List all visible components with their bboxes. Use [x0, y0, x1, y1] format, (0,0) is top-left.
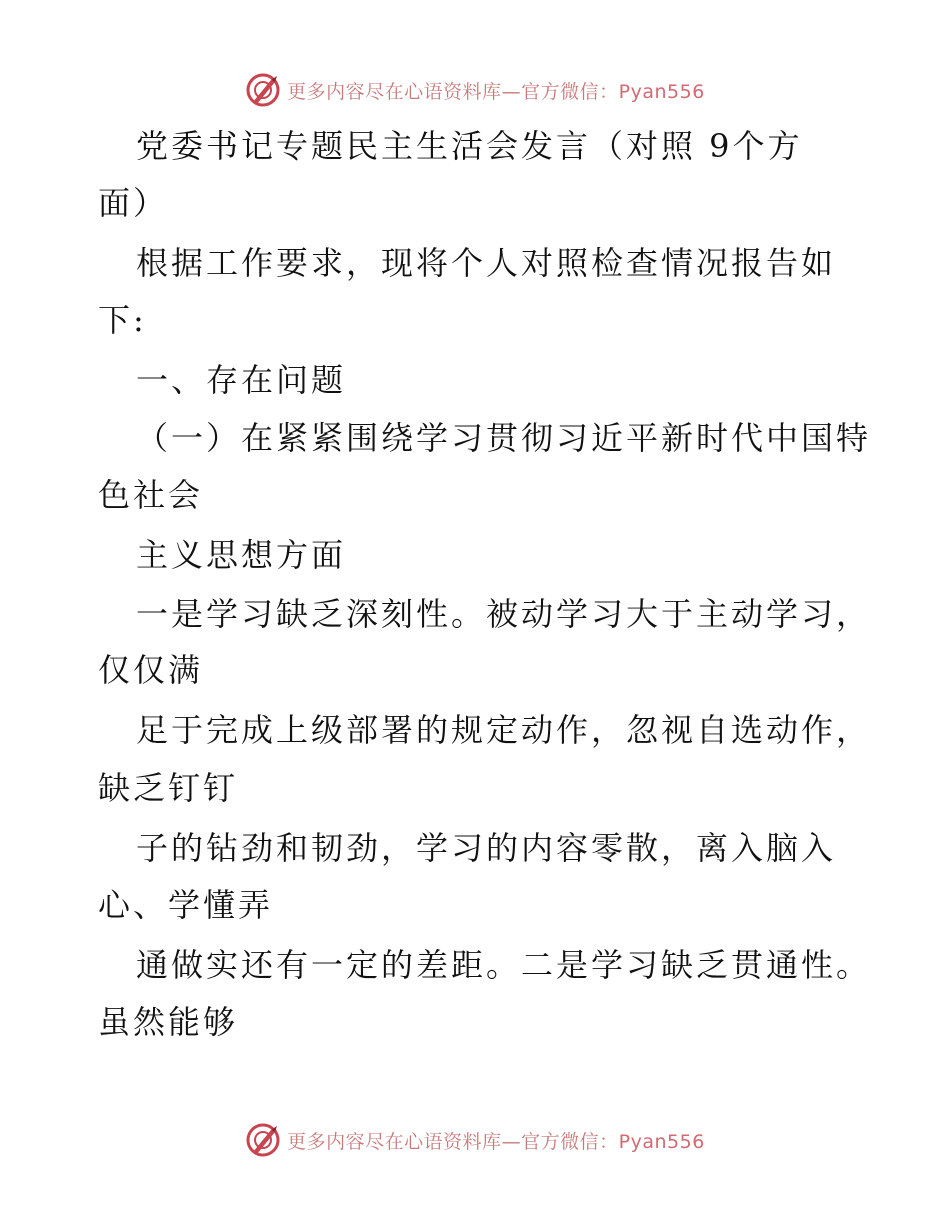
paragraph-line: 通做实还有一定的差距。二是学习缺乏贯通性。	[136, 946, 872, 984]
quill-seal-logo-icon	[245, 1122, 281, 1158]
paragraph-line: 仅仅满	[98, 651, 204, 689]
paragraph-line: 虽然能够	[98, 1003, 239, 1041]
subsection-heading-line-1: （一）在紧紧围绕学习贯彻习近平新时代中国特	[136, 419, 872, 457]
banner-text	[287, 77, 705, 104]
header-banner	[0, 72, 950, 108]
banner-label: 更多内容尽在心语资料库—官方微信：	[287, 80, 619, 103]
quill-seal-logo-icon	[245, 72, 281, 108]
paragraph-line: 子的钻劲和韧劲，学习的内容零散，离入脑入	[136, 829, 837, 867]
paragraph-line: 足于完成上级部署的规定动作，忽视自选动作，	[136, 711, 872, 749]
paragraph-line: 主义思想方面	[136, 536, 347, 574]
paragraph-line: 一是学习缺乏深刻性。被动学习大于主动学习，	[136, 595, 872, 633]
paragraph-line: 根据工作要求，现将个人对照检查情况报告如	[136, 244, 837, 282]
banner-text	[287, 1127, 705, 1154]
banner-handle: Pyan556	[618, 1130, 705, 1153]
section-heading: 一、存在问题	[136, 361, 347, 399]
banner-handle: Pyan556	[618, 80, 705, 103]
subsection-heading-line-2: 色社会	[98, 476, 204, 514]
document-title-line-1: 党委书记专题民主生活会发言（对照 9个方	[136, 127, 803, 165]
paragraph-line: 缺乏钉钉	[98, 769, 239, 807]
banner-label: 更多内容尽在心语资料库—官方微信：	[287, 1130, 619, 1153]
paragraph-line: 下:	[98, 301, 147, 339]
document-title-line-2: 面）	[98, 184, 169, 222]
footer-banner	[0, 1122, 950, 1158]
paragraph-line: 心、学懂弄	[98, 886, 274, 924]
